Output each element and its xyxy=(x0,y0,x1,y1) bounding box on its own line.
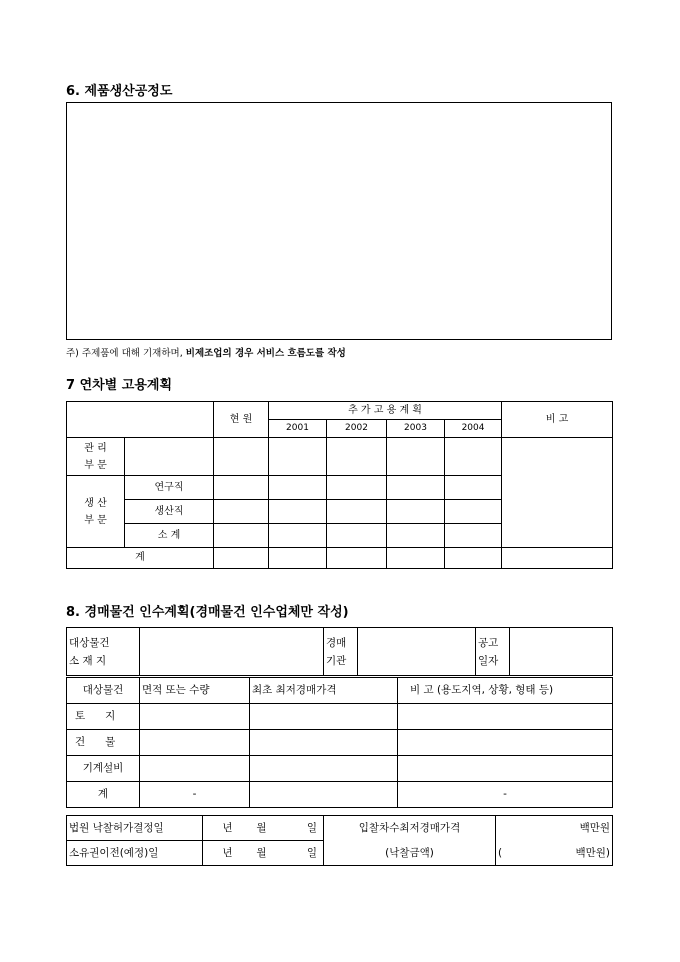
location-value xyxy=(140,628,324,676)
items-total-row xyxy=(67,782,613,808)
cell xyxy=(445,548,502,569)
total-row xyxy=(67,548,613,569)
cell xyxy=(327,438,387,476)
bid-price-unit: 백만원 xyxy=(496,816,613,841)
cell xyxy=(140,756,250,782)
cell xyxy=(445,524,502,548)
area-header: 면적 또는 수량 xyxy=(140,678,250,704)
auction-items-table xyxy=(66,677,613,808)
cell xyxy=(214,476,269,500)
cell xyxy=(327,548,387,569)
land-label: 토 지 xyxy=(67,704,140,730)
year-2001-header: 2001 xyxy=(269,420,327,438)
remarks-header: 비 고 xyxy=(502,402,613,438)
notice-label xyxy=(476,628,510,676)
day-label: 일 xyxy=(269,841,324,866)
remarks-cell xyxy=(502,438,613,548)
cell xyxy=(125,438,214,476)
cell xyxy=(387,548,445,569)
ownership-transfer-label: 소유권이전(예정)일 xyxy=(67,841,203,866)
machinery-row xyxy=(67,756,613,782)
location-label-line2: 소 재 지 xyxy=(69,654,107,667)
cell xyxy=(250,704,398,730)
year-2003-header: 2003 xyxy=(387,420,445,438)
court-label-line2: 기관 xyxy=(326,654,347,667)
location-label-line1: 대상물건 xyxy=(69,636,110,649)
cell xyxy=(250,756,398,782)
auction-location-table xyxy=(66,627,613,676)
subtotal-label: 소 계 xyxy=(125,524,214,548)
note-bold: 비제조업의 경우 서비스 흐름도를 작성 xyxy=(185,348,346,359)
min-price-header: 최초 최저경매가격 xyxy=(250,678,398,704)
management-label xyxy=(67,438,125,476)
management-label-line1: 관 리 xyxy=(84,442,107,454)
production-staff-label: 생산직 xyxy=(125,500,214,524)
location-label xyxy=(67,628,140,676)
cell xyxy=(214,438,269,476)
land-row xyxy=(67,704,613,730)
items-header-row xyxy=(67,678,613,704)
bid-price-label-line1: 입찰차수최저경매가격 xyxy=(324,816,496,841)
cell xyxy=(250,730,398,756)
building-row xyxy=(67,730,613,756)
cell xyxy=(327,500,387,524)
cell xyxy=(327,524,387,548)
section8-title: 8. 경매물건 인수계획(경매물건 인수업체만 작성) xyxy=(66,605,349,620)
cell xyxy=(214,500,269,524)
section6-note xyxy=(66,345,346,359)
section6-title: 6. 제품생산공정도 xyxy=(66,84,173,99)
auction-dates-table xyxy=(66,815,613,866)
paren-open: ( xyxy=(498,846,503,859)
cell xyxy=(387,476,445,500)
location-row xyxy=(67,628,613,676)
section7-title: 7 연차별 고용계획 xyxy=(66,378,173,393)
cell xyxy=(445,500,502,524)
year-2004-header: 2004 xyxy=(445,420,502,438)
note-prefix: 주) 주제품에 대해 기재하며, xyxy=(66,348,186,359)
building-label: 건 물 xyxy=(67,730,140,756)
employment-plan-table xyxy=(66,401,613,569)
production-label-line1: 생 산 xyxy=(84,497,107,509)
cell xyxy=(387,524,445,548)
court-approval-label: 법원 낙찰허가결정일 xyxy=(67,816,203,841)
cell xyxy=(140,704,250,730)
production-label xyxy=(67,476,125,548)
cell xyxy=(398,756,613,782)
management-row xyxy=(67,438,613,476)
ownership-transfer-row xyxy=(67,841,613,866)
court-approval-row xyxy=(67,816,613,841)
cell xyxy=(398,730,613,756)
remarks-header: 비 고 (용도지역, 상황, 형태 등) xyxy=(398,678,613,704)
year-2002-header: 2002 xyxy=(327,420,387,438)
cell xyxy=(398,704,613,730)
research-label: 연구직 xyxy=(125,476,214,500)
process-diagram-box xyxy=(66,102,612,340)
cell xyxy=(214,548,269,569)
year-label: 년 xyxy=(203,816,235,841)
production-label-line2: 부 문 xyxy=(84,514,107,526)
total-label: 계 xyxy=(67,548,214,569)
winning-bid-unit xyxy=(496,841,613,866)
cell xyxy=(140,730,250,756)
year-label: 년 xyxy=(203,841,235,866)
cell xyxy=(214,524,269,548)
cell xyxy=(269,548,327,569)
cell xyxy=(269,476,327,500)
cell xyxy=(327,476,387,500)
month-label: 월 xyxy=(235,816,269,841)
notice-label-line2: 일자 xyxy=(478,654,499,667)
bid-price-label-line2: (낙찰금액) xyxy=(324,841,496,866)
day-label: 일 xyxy=(269,816,324,841)
notice-value xyxy=(510,628,613,676)
header-row-1 xyxy=(67,402,613,420)
additional-hiring-header: 추 가 고 용 계 획 xyxy=(269,402,502,420)
target-header: 대상물건 xyxy=(67,678,140,704)
management-label-line2: 부 문 xyxy=(84,459,107,471)
cell xyxy=(387,438,445,476)
notice-label-line1: 공고 xyxy=(478,636,499,649)
items-total-remarks: - xyxy=(398,782,613,808)
cell xyxy=(445,476,502,500)
current-staff-header: 현 원 xyxy=(214,402,269,438)
machinery-label: 기계설비 xyxy=(67,756,140,782)
court-value xyxy=(358,628,476,676)
cell xyxy=(269,500,327,524)
cell xyxy=(269,438,327,476)
items-total-label: 계 xyxy=(67,782,140,808)
cell xyxy=(269,524,327,548)
month-label: 월 xyxy=(235,841,269,866)
cell xyxy=(387,500,445,524)
items-total-area: - xyxy=(140,782,250,808)
cell xyxy=(502,548,613,569)
header-blank-cell xyxy=(67,402,214,438)
cell xyxy=(250,782,398,808)
court-label-line1: 경매 xyxy=(326,636,347,649)
winning-bid-unit-text: 백만원) xyxy=(575,846,610,859)
court-label xyxy=(324,628,358,676)
cell xyxy=(445,438,502,476)
